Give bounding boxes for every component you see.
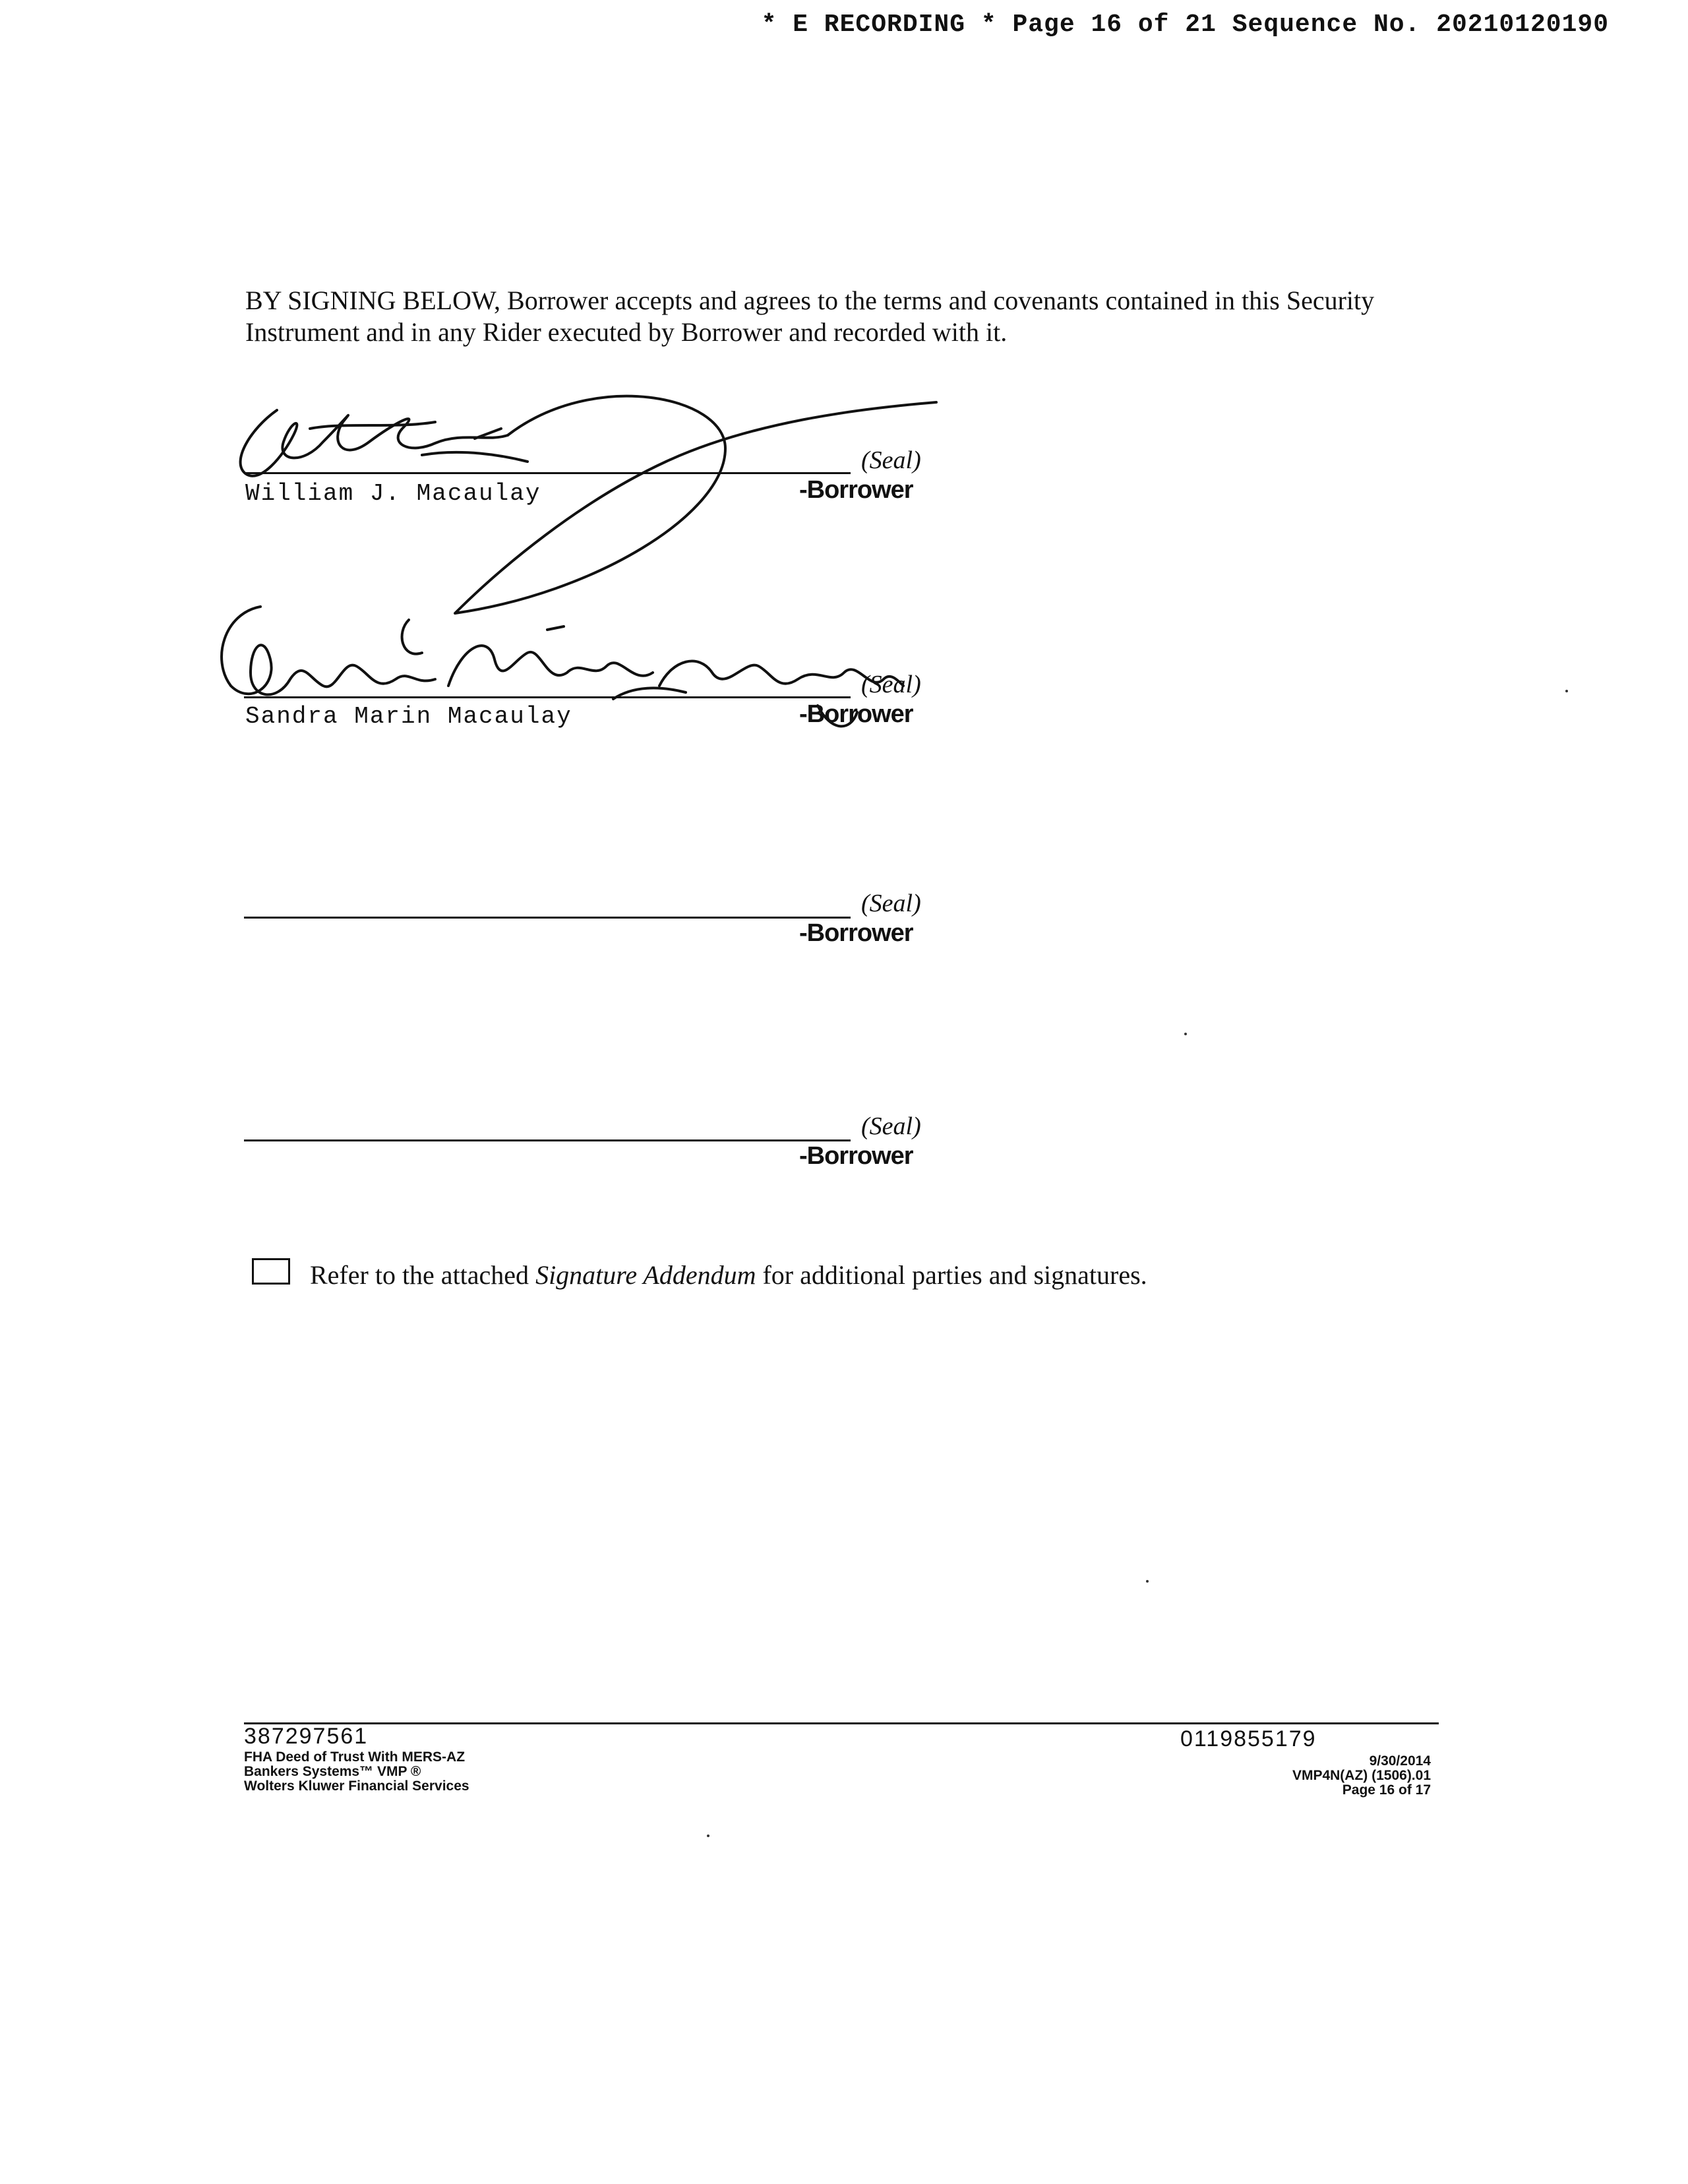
- scan-speck: [1565, 690, 1568, 692]
- seal-label: (Seal): [861, 890, 921, 917]
- footer-right-line-1: 9/30/2014: [1369, 1753, 1431, 1769]
- signer-name: William J. Macaulay: [245, 480, 541, 507]
- addendum-text: [310, 1259, 1147, 1290]
- footer-left-info: [244, 1750, 469, 1794]
- scan-speck: [1146, 1580, 1149, 1583]
- addendum-text-italic: Signature Addendum: [535, 1260, 756, 1290]
- footer-right-line-2: VMP4N(AZ) (1506).01: [1292, 1768, 1431, 1783]
- borrower-label: -Borrower: [799, 700, 913, 728]
- footer-right-info: [1292, 1754, 1431, 1798]
- footer-right-number: 0119855179: [1180, 1726, 1317, 1751]
- footer-rule: [244, 1722, 1439, 1724]
- signature-sandra-icon: [222, 607, 903, 726]
- borrower-label: -Borrower: [799, 1142, 913, 1170]
- recording-header: * E RECORDING * Page 16 of 21 Sequence No. 20210120190: [761, 11, 1609, 39]
- borrower-label: -Borrower: [799, 476, 913, 504]
- addendum-text-before: Refer to the attached: [310, 1260, 536, 1290]
- seal-label: (Seal): [861, 671, 921, 698]
- footer-left-line-1: FHA Deed of Trust With MERS-AZ: [244, 1749, 466, 1765]
- signature-william-icon: [241, 396, 936, 613]
- scan-speck: [1184, 1033, 1187, 1035]
- footer-left-number: 387297561: [244, 1724, 369, 1749]
- addendum-text-after: for additional parties and signatures.: [756, 1260, 1147, 1290]
- intro-line-2: Instrument and in any Rider executed by Borrower and recorded with it.: [245, 317, 1008, 347]
- addendum-checkbox[interactable]: [252, 1258, 290, 1285]
- intro-line-1: BY SIGNING BELOW, Borrower accepts and agrees to the terms and covenants contained in this Security: [245, 286, 1375, 315]
- seal-label: (Seal): [861, 1112, 921, 1140]
- signer-name: Sandra Marin Macaulay: [245, 703, 572, 730]
- scan-speck: [707, 1835, 709, 1837]
- footer-left-line-2: Bankers Systems™ VMP ®: [244, 1764, 421, 1779]
- footer-right-line-3: Page 16 of 17: [1342, 1782, 1431, 1798]
- borrower-label: -Borrower: [799, 919, 913, 947]
- footer-left-line-3: Wolters Kluwer Financial Services: [244, 1778, 469, 1794]
- seal-label: (Seal): [861, 446, 921, 474]
